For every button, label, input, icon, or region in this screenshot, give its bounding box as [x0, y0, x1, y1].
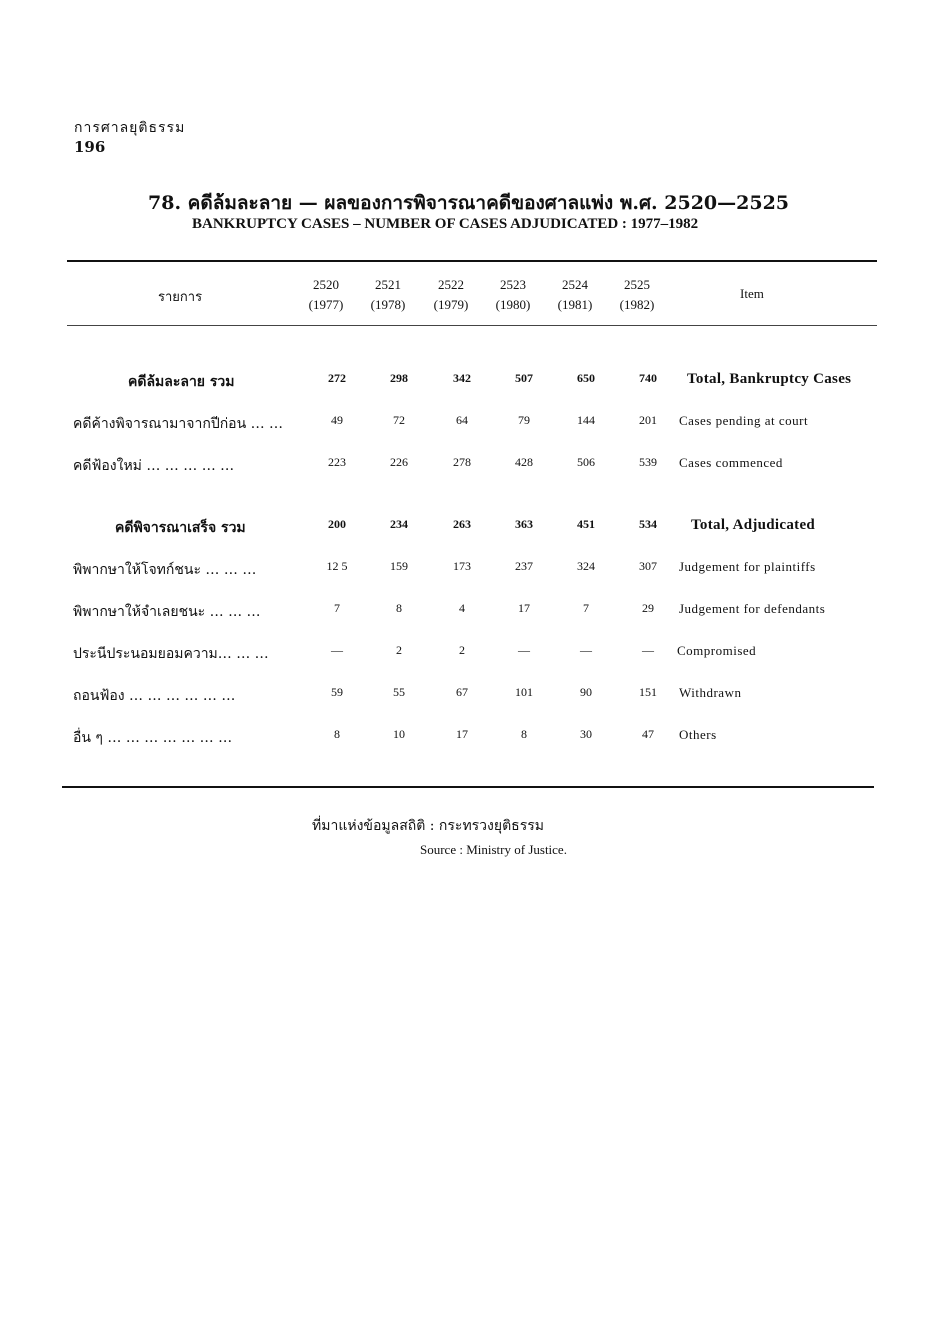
- cell-value: 90: [580, 685, 592, 699]
- year-be: 2522: [438, 277, 464, 292]
- column-header-2524: [547, 275, 603, 315]
- year-be: 2525: [624, 277, 650, 292]
- column-header-2525: [609, 275, 665, 315]
- cell-value: 201: [639, 413, 657, 427]
- cell-value: 101: [515, 685, 533, 699]
- row-label-english: Total, Bankruptcy Cases: [687, 371, 852, 387]
- cell-value: 47: [642, 727, 654, 741]
- cell-value: 342: [453, 371, 471, 385]
- row-label-thai: คดีล้มละลาย รวม: [128, 374, 235, 390]
- cell-value: 2: [396, 643, 402, 657]
- table-row: [0, 727, 941, 751]
- page-number: 196: [74, 138, 106, 156]
- cell-value: 49: [331, 413, 343, 427]
- cell-value: —: [580, 643, 592, 657]
- cell-value: 72: [393, 413, 405, 427]
- column-header-item-thai: รายการ: [158, 290, 203, 305]
- cell-value: 173: [453, 559, 471, 573]
- row-label-english: Judgement for plaintiffs: [679, 559, 816, 574]
- cell-value: 151: [639, 685, 657, 699]
- row-label-english: Judgement for defendants: [679, 601, 826, 616]
- table-row: [0, 601, 941, 625]
- cell-value: —: [331, 643, 343, 657]
- cell-value: 79: [518, 413, 530, 427]
- cell-value: 17: [518, 601, 530, 615]
- year-be: 2523: [500, 277, 526, 292]
- cell-value: 67: [456, 685, 468, 699]
- year-be: 2524: [562, 277, 588, 292]
- table-title-english: BANKRUPTCY CASES – NUMBER OF CASES ADJUDICATED : 1977–1982: [192, 216, 699, 232]
- cell-value: 298: [390, 371, 408, 385]
- row-label-thai: ประนีประนอมยอมความ… … …: [73, 646, 269, 662]
- table-row: [0, 559, 941, 583]
- cell-value: 234: [390, 517, 408, 531]
- bottom-rule: [62, 786, 874, 788]
- column-header-2520: [298, 275, 354, 315]
- book-title: การศาลยุติธรรม: [74, 120, 186, 136]
- cell-value: 650: [577, 371, 595, 385]
- cell-value: 10: [393, 727, 405, 741]
- cell-value: 17: [456, 727, 468, 741]
- cell-value: 12 5: [326, 559, 348, 573]
- row-label-thai: คดีฟ้องใหม่ … … … … …: [73, 458, 235, 474]
- column-header-2521: [360, 275, 416, 315]
- year-ce: (1982): [619, 297, 655, 312]
- cell-value: 428: [515, 455, 533, 469]
- cell-value: 29: [642, 601, 654, 615]
- cell-value: —: [642, 643, 654, 657]
- top-rule: [67, 260, 877, 262]
- cell-value: 507: [515, 371, 533, 385]
- cell-value: 8: [334, 727, 340, 741]
- column-header-2522: [423, 275, 479, 315]
- cell-value: 237: [515, 559, 533, 573]
- cell-value: 159: [390, 559, 408, 573]
- cell-value: 278: [453, 455, 471, 469]
- cell-value: 8: [396, 601, 402, 615]
- cell-value: 451: [577, 517, 595, 531]
- column-header-2523: [485, 275, 541, 315]
- row-label-thai: พิพากษาให้จำเลยชนะ … … …: [73, 604, 261, 620]
- cell-value: 324: [577, 559, 595, 573]
- cell-value: 7: [583, 601, 589, 615]
- cell-value: 363: [515, 517, 533, 531]
- table-row: [0, 643, 941, 667]
- row-label-english: Cases commenced: [679, 455, 783, 470]
- column-header-item-english: Item: [740, 286, 764, 301]
- cell-value: 226: [390, 455, 408, 469]
- cell-value: 200: [328, 517, 346, 531]
- table-row: [0, 413, 941, 437]
- cell-value: 59: [331, 685, 343, 699]
- row-label-english: Compromised: [677, 643, 757, 658]
- cell-value: 272: [328, 371, 346, 385]
- cell-value: —: [518, 643, 530, 657]
- table-row: [0, 517, 941, 541]
- header-rule: [67, 325, 877, 326]
- row-label-thai: อื่น ๆ … … … … … … …: [73, 730, 233, 746]
- year-ce: (1980): [495, 297, 531, 312]
- table-title-thai: 78. คดีล้มละลาย — ผลของการพิจารณาคดีของศาลแพ่ง พ.ศ. 2520—2525: [148, 192, 790, 214]
- row-label-thai: พิพากษาให้โจทก์ชนะ … … …: [73, 562, 257, 578]
- cell-value: 55: [393, 685, 405, 699]
- row-label-english: Total, Adjudicated: [691, 517, 816, 533]
- table-row: [0, 685, 941, 709]
- table-row: [0, 455, 941, 479]
- year-ce: (1977): [308, 297, 344, 312]
- cell-value: 7: [334, 601, 340, 615]
- cell-value: 4: [459, 601, 465, 615]
- cell-value: 223: [328, 455, 346, 469]
- row-label-english: Cases pending at court: [679, 413, 809, 428]
- year-be: 2521: [375, 277, 401, 292]
- year-ce: (1978): [370, 297, 406, 312]
- cell-value: 539: [639, 455, 657, 469]
- cell-value: 506: [577, 455, 595, 469]
- year-ce: (1981): [557, 297, 593, 312]
- cell-value: 263: [453, 517, 471, 531]
- cell-value: 30: [580, 727, 592, 741]
- cell-value: 8: [521, 727, 527, 741]
- cell-value: 144: [577, 413, 595, 427]
- row-label-thai: คดีพิจารณาเสร็จ รวม: [115, 520, 246, 536]
- year-be: 2520: [313, 277, 339, 292]
- row-label-english: Withdrawn: [679, 685, 742, 700]
- cell-value: 307: [639, 559, 657, 573]
- cell-value: 64: [456, 413, 468, 427]
- row-label-thai: ถอนฟ้อง … … … … … …: [73, 688, 236, 704]
- row-label-thai: คดีค้างพิจารณามาจากปีก่อน … …: [73, 416, 284, 432]
- source-thai: ที่มาแห่งข้อมูลสถิติ : กระทรวงยุติธรรม: [312, 818, 544, 834]
- source-english: Source : Ministry of Justice.: [420, 842, 567, 857]
- cell-value: 534: [639, 517, 657, 531]
- cell-value: 2: [459, 643, 465, 657]
- cell-value: 740: [639, 371, 657, 385]
- year-ce: (1979): [433, 297, 469, 312]
- row-label-english: Others: [679, 727, 717, 742]
- table-row: [0, 371, 941, 395]
